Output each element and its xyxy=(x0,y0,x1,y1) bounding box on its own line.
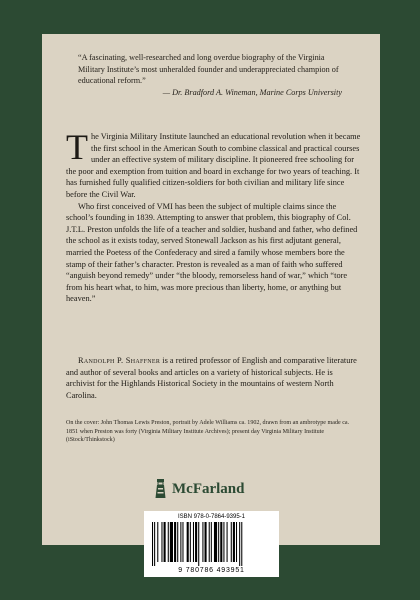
publisher-logo xyxy=(154,475,274,503)
author-name: Randolph P. Shaffner xyxy=(78,356,161,365)
isbn-digits: 9 780786 493951 xyxy=(178,567,245,574)
endorsement-quote: “A fascinating, well-researched and long overdue biography of the Virginia Military Institute’s most unheralded founder and underappreciated champion of educational reform.” xyxy=(78,53,339,86)
lighthouse-icon xyxy=(154,479,167,499)
barcode-bar xyxy=(227,522,228,562)
barcode-bar xyxy=(157,522,158,562)
barcode-bars xyxy=(152,522,271,566)
publisher-name: McFarland xyxy=(172,480,245,497)
barcode-bar xyxy=(236,522,237,562)
barcode-bar xyxy=(218,522,219,562)
barcode-bar xyxy=(231,522,232,562)
barcode-bar xyxy=(168,522,169,562)
barcode-bar xyxy=(170,522,173,562)
barcode-bar xyxy=(164,522,166,562)
barcode-bar xyxy=(211,522,212,562)
barcode-bar xyxy=(214,522,217,562)
author-bio-text: is a retired professor of English and comparative literature and author of several books and articles on a variety of historical subjects. He is archivist for the Highlands Historical Society in the mountains of western North Carolina. xyxy=(66,356,357,400)
barcode-bar xyxy=(198,522,199,566)
book-description xyxy=(66,127,362,305)
drop-cap: T xyxy=(66,127,88,167)
barcode-bar xyxy=(195,522,197,562)
barcode-bar xyxy=(239,522,240,566)
cover-credit: On the cover: John Thomas Lewis Preston, portrait by Adele Williams ca. 1902, drawn from an ambrotype made ca. 1851 when Preston was forty (Virginia Military Institute Archives); present day Virginia Military Institute (iStock/Thinkstock) xyxy=(66,420,350,444)
author-bio xyxy=(66,355,362,401)
barcode-bar xyxy=(233,522,235,562)
barcode-bar xyxy=(174,522,176,562)
isbn-label: ISBN 978-0-7864-9395-1 xyxy=(177,514,246,520)
isbn-barcode xyxy=(144,511,279,577)
description-paragraph-1-text: he Virginia Military Institute launched an educational revolution when it became the first school in the American South to combine classical and practical courses under an effective system of military discipline. It pioneered free schooling for the poor and exemption from tuition and board in exchange for two years of teaching. It has furnished fully qualified citizen-soldiers for both civilian and military life since before the Civil War. xyxy=(66,132,361,199)
barcode-bar xyxy=(223,522,224,562)
barcode-bar xyxy=(154,522,155,566)
barcode-bar xyxy=(202,522,203,562)
endorsement-attribution: — Dr. Bradford A. Wineman, Marine Corps University xyxy=(162,87,342,97)
barcode-bar xyxy=(161,522,162,562)
barcode-bar xyxy=(152,522,153,566)
barcode-bar xyxy=(187,522,189,562)
barcode-bar xyxy=(205,522,207,562)
barcode-bar xyxy=(190,522,191,562)
barcode-bar xyxy=(241,522,242,566)
barcode-bar xyxy=(220,522,222,562)
barcode-bar xyxy=(180,522,181,562)
barcode-bar xyxy=(177,522,178,562)
barcode-bar xyxy=(209,522,210,562)
description-paragraph-1 xyxy=(66,127,362,201)
endorsement-blurb xyxy=(78,52,340,98)
barcode-bar xyxy=(182,522,183,562)
description-paragraph-2: Who first conceived of VMI has been the subject of multiple claims since the school’s founding in 1839. Attempting to answer that problem, this biography of Col. J.T.L. Preston unfolds the life of a teacher and soldier, husband and father, who defined the school as it exists today, served Stonewall Jackson as his first adjutant general, married the Poetess of the Confederacy and sired a family whose members bore the stamp of their father’s character. Preston is revealed as a man of faith who suffered “anguish beyond remedy” under “the bloody, remorseless hand of war,” which “tore from his heart what, to him, was more precious than liberty, home, or anything but heaven.” xyxy=(66,201,358,304)
barcode-bar xyxy=(193,522,194,562)
